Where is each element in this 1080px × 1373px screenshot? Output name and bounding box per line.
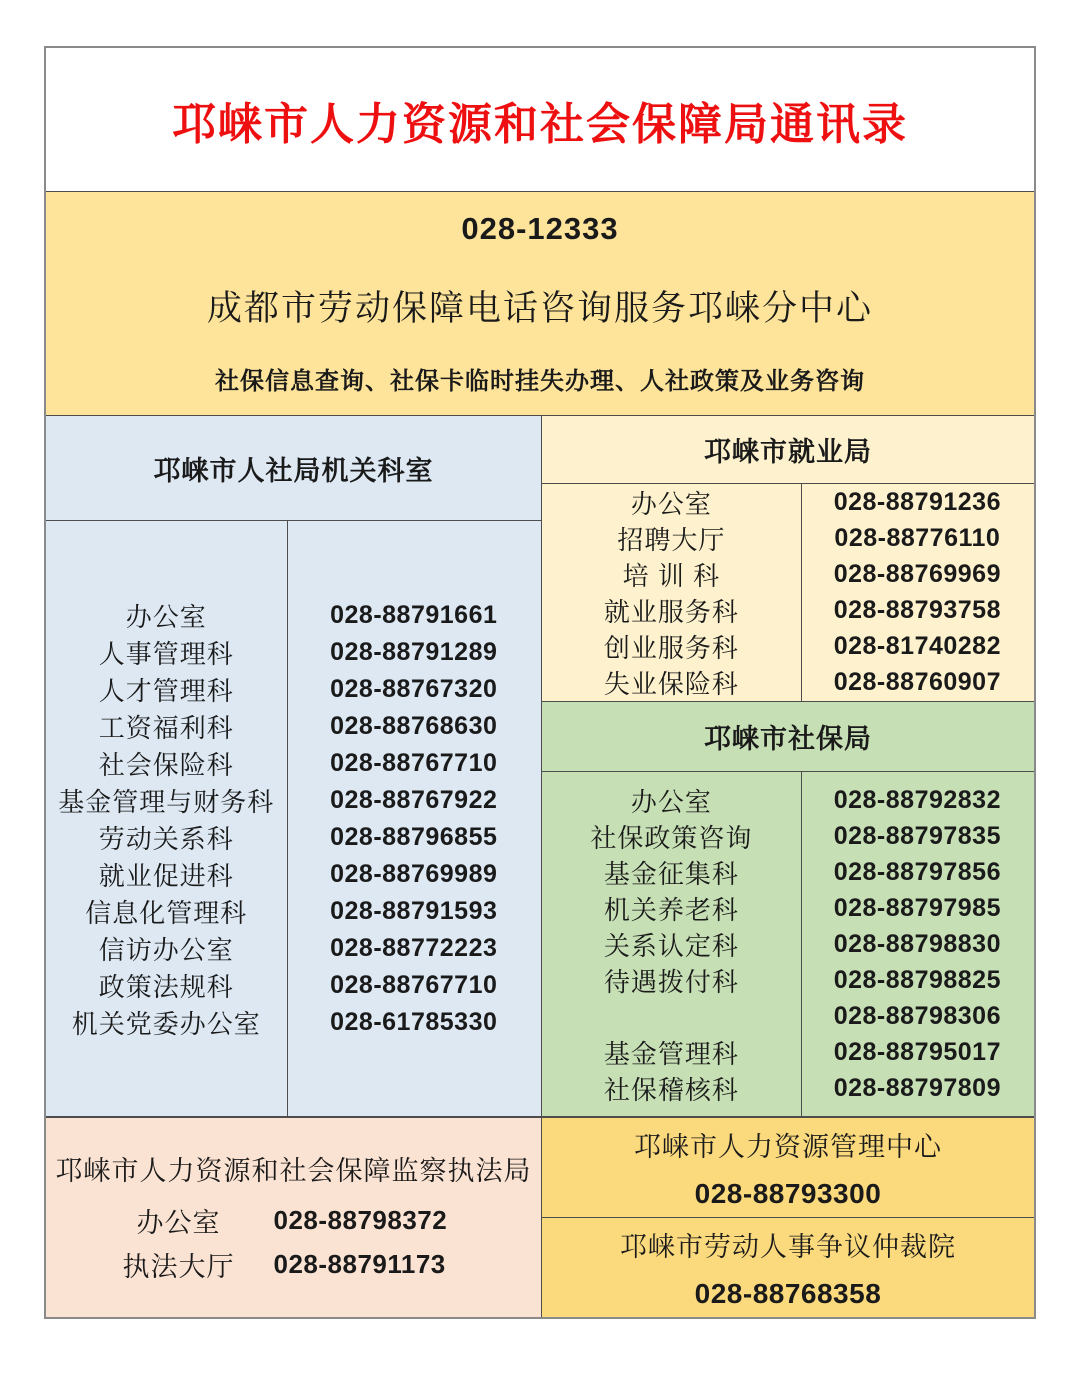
dept-phone: 028-88772223 (330, 933, 498, 962)
table-row (83, 1198, 503, 1242)
table-row (46, 671, 541, 708)
dept-label: 关系认定科 (603, 930, 739, 961)
dept-phone: 028-88769989 (330, 859, 498, 888)
renshe-section-title: 邛崃市人社局机关科室 (46, 416, 541, 521)
dept-phone: 028-88797835 (833, 821, 1001, 850)
dept-label: 社保政策咨询 (590, 822, 753, 853)
bottom-band (46, 1117, 1034, 1317)
employment-section (542, 416, 1034, 701)
dept-label: 政策法规科 (98, 971, 234, 1002)
dept-label: 办公室 (136, 1207, 221, 1238)
social-security-section-title: 邛崃市社保局 (542, 702, 1034, 772)
dept-label: 劳动关系科 (98, 823, 234, 854)
dept-phone: 028-88795017 (833, 1037, 1001, 1066)
dept-phone: 028-88791661 (330, 600, 498, 629)
dept-phone: 028-88798825 (833, 965, 1001, 994)
page-title: 邛崃市人力资源和社会保障局通讯录 (172, 99, 908, 149)
dept-label: 机关养老科 (603, 894, 739, 925)
renshe-section (46, 416, 542, 1116)
dept-label: 社会保险科 (98, 749, 234, 780)
dept-phone: 028-88767922 (330, 785, 498, 814)
table-row (46, 745, 541, 782)
dept-phone: 028-88798372 (273, 1204, 448, 1235)
dept-phone: 028-88769969 (833, 560, 1001, 588)
dept-label: 办公室 (630, 786, 712, 817)
dept-phone: 028-88797856 (833, 857, 1001, 886)
dept-label: 培 训 科 (622, 561, 721, 591)
dept-phone: 028-88791236 (833, 488, 1001, 516)
table-row (46, 930, 541, 967)
dept-label: 人事管理科 (98, 638, 234, 669)
hr-center-section (542, 1118, 1034, 1218)
table-row (542, 854, 1034, 890)
dept-label: 办公室 (630, 489, 712, 519)
table-row (46, 893, 541, 930)
table-row (46, 634, 541, 671)
table-row (46, 1004, 541, 1041)
dept-phone: 028-88796855 (330, 822, 498, 851)
inspection-section (46, 1118, 542, 1317)
table-row (83, 1242, 503, 1286)
dept-phone: 028-88792832 (833, 785, 1001, 814)
table-row (542, 782, 1034, 818)
table-row (542, 926, 1034, 962)
table-row (542, 665, 1034, 701)
table-row (46, 782, 541, 819)
hr-center-title: 邛崃市人力资源管理中心 (633, 1131, 942, 1162)
inspection-section-title: 邛崃市人力资源和社会保障监察执法局 (55, 1156, 532, 1186)
table-row (46, 708, 541, 745)
dept-label: 基金管理与财务科 (58, 786, 275, 817)
arbitration-court-phone: 028-88768358 (694, 1277, 882, 1309)
table-row (542, 962, 1034, 998)
dept-label: 执法大厅 (122, 1251, 235, 1282)
dept-phone: 028-88767710 (330, 970, 498, 999)
dept-label: 信访办公室 (98, 934, 234, 965)
directory-sheet (44, 46, 1036, 1319)
renshe-table (46, 521, 541, 1116)
table-row (46, 597, 541, 634)
dept-phone: 028-88767320 (330, 674, 498, 703)
table-row (542, 998, 1034, 1034)
dept-label: 失业保险科 (603, 669, 739, 699)
employment-section-title: 邛崃市就业局 (542, 416, 1034, 484)
dept-phone: 028-88793758 (833, 596, 1001, 624)
table-row (542, 629, 1034, 665)
table-row (542, 818, 1034, 854)
column-divider (287, 521, 289, 1116)
hr-center-phone: 028-88793300 (694, 1177, 882, 1209)
dept-label: 工资福利科 (98, 712, 234, 743)
dept-label: 办公室 (125, 601, 207, 632)
dept-phone: 028-88768630 (330, 711, 498, 740)
table-row (46, 967, 541, 1004)
dept-phone: 028-88797985 (833, 893, 1001, 922)
dept-phone: 028-61785330 (330, 1007, 498, 1036)
dept-phone: 028-88791173 (273, 1248, 446, 1279)
hotline-name: 成都市劳动保障电话咨询服务邛崃分中心 (206, 289, 873, 328)
social-security-section (542, 701, 1034, 1116)
dept-label: 招聘大厅 (617, 525, 726, 555)
table-row (46, 856, 541, 893)
arbitration-court-section (542, 1218, 1034, 1318)
dept-label: 就业促进科 (98, 860, 234, 891)
table-row (542, 1034, 1034, 1070)
table-row (542, 593, 1034, 629)
table-row (542, 557, 1034, 593)
social-security-table (542, 772, 1034, 1116)
dept-phone: 028-88760907 (833, 668, 1001, 696)
dept-phone: 028-88791593 (330, 896, 498, 925)
dept-label: 人才管理科 (98, 675, 234, 706)
table-row (542, 521, 1034, 557)
hotline-banner (46, 192, 1034, 416)
dept-label: 社保稽核科 (603, 1074, 739, 1105)
dept-phone: 028-88798830 (833, 929, 1001, 958)
dept-phone: 028-81740282 (833, 632, 1001, 660)
title-band (46, 48, 1034, 192)
hotline-number: 028-12333 (461, 211, 619, 246)
dept-phone: 028-88797809 (833, 1073, 1001, 1102)
dept-label: 基金征集科 (603, 858, 739, 889)
right-column (542, 416, 1034, 1116)
employment-table (542, 484, 1034, 701)
dept-label: 机关党委办公室 (71, 1008, 261, 1039)
dept-label: 待遇拨付科 (603, 966, 739, 997)
arbitration-court-title: 邛崃市劳动人事争议仲裁院 (619, 1231, 956, 1262)
table-row (542, 890, 1034, 926)
table-row (46, 819, 541, 856)
main-area (46, 416, 1034, 1117)
dept-label: 创业服务科 (603, 633, 739, 663)
column-divider (801, 772, 803, 1116)
column-divider (801, 484, 803, 701)
dept-label: 信息化管理科 (85, 897, 248, 928)
dept-phone: 028-88776110 (834, 524, 1001, 552)
dept-label: 基金管理科 (603, 1038, 739, 1069)
table-row (542, 1070, 1034, 1106)
table-row (542, 485, 1034, 521)
dept-label: 就业服务科 (603, 597, 739, 627)
dept-phone: 028-88767710 (330, 748, 498, 777)
dept-phone: 028-88798306 (833, 1001, 1001, 1030)
dept-phone: 028-88791289 (330, 637, 498, 666)
hotline-services: 社保信息查询、社保卡临时挂失办理、人社政策及业务咨询 (215, 368, 865, 395)
bottom-right-column (542, 1118, 1034, 1317)
